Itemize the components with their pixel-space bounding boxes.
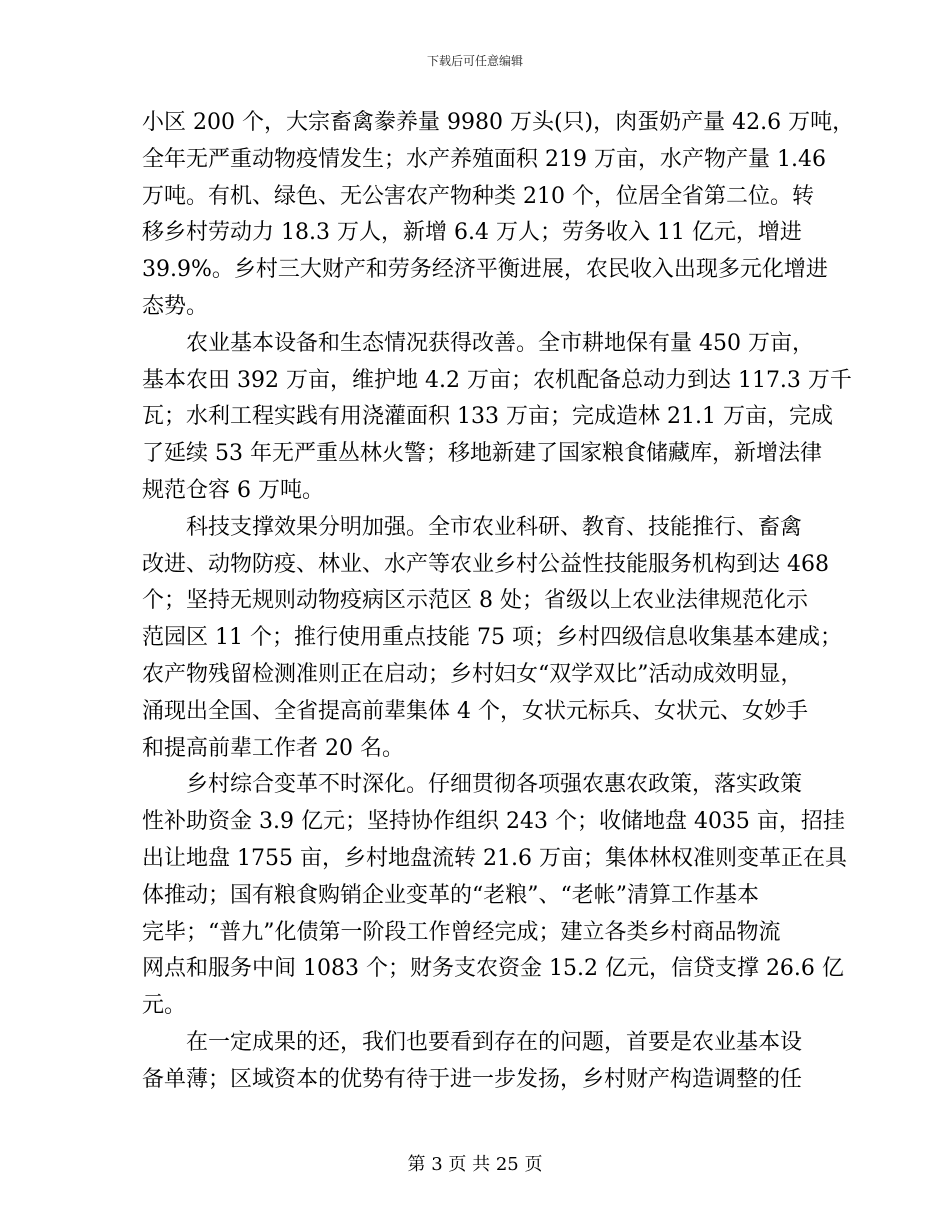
text-line: 出让地盘 1755 亩，乡村地盘流转 21.6 万亩；集体林权准则变革正在具 <box>142 845 847 871</box>
document-body <box>142 105 855 1099</box>
text-line: 小区 200 个，大宗畜禽豢养量 9980 万头(只)，肉蛋奶产量 42.6 万吨， <box>142 110 855 135</box>
text-line: 了延续 53 年无严重丛林火警；移地新建了国家粮食储藏库，新增法律 <box>142 441 822 467</box>
text-line: 规范仓容 6 万吨。 <box>142 477 324 503</box>
text-line: 39.9%。乡村三大财产和劳务经济平衡进展，农民收入出现多元化增进 <box>142 257 828 283</box>
text-line: 范园区 11 个；推行使用重点技能 75 项；乡村四级信息收集基本建成； <box>142 625 842 651</box>
paragraph <box>142 326 852 510</box>
text-line: 改进、动物防疫、林业、水产等农业乡村公益性技能服务机构到达 468 <box>142 551 829 577</box>
text-line: 涌现出全国、全省提高前辈集体 4 个，女状元标兵、女状元、女妙手 <box>142 698 808 724</box>
text-line: 农产物残留检测准则正在启动；乡村妇女“双学双比”活动成效明显， <box>142 661 803 687</box>
paragraph <box>142 105 855 326</box>
text-line: 科技支撑效果分明加强。全市农业科研、教育、技能推行、畜禽 <box>186 514 803 540</box>
paragraph <box>142 767 847 1025</box>
page-header: 下载后可任意编辑 <box>426 54 523 68</box>
text-line: 万吨。有机、绿色、无公害农产物种类 210 个，位居全省第二位。转 <box>142 183 814 209</box>
text-line: 瓦；水利工程实践有用浇灌面积 133 万亩；完成造林 21.1 万亩，完成 <box>142 404 833 430</box>
text-line: 全年无严重动物疫情发生；水产养殖面积 219 万亩，水产物产量 1.46 <box>142 146 826 172</box>
text-line: 体推动；国有粮食购销企业变革的“老粮”、“老帐”清算工作基本 <box>142 882 759 908</box>
text-line: 元。 <box>142 993 187 1019</box>
text-line: 完毕；“普九”化债第一阶段工作曾经完成；建立各类乡村商品物流 <box>142 919 781 945</box>
text-line: 网点和服务中间 1083 个；财务支农资金 15.2 亿元，信贷支撑 26.6 亿 <box>142 956 844 982</box>
text-line: 基本农田 392 万亩，维护地 4.2 万亩；农机配备总动力到达 117.3 万千 <box>142 367 852 393</box>
paragraph <box>142 510 842 768</box>
paragraph <box>142 1025 810 1099</box>
text-line: 移乡村劳动力 18.3 万人，新增 6.4 万人；劳务收入 11 亿元，增进 <box>142 220 802 246</box>
text-line: 态势。 <box>142 293 209 319</box>
text-line: 在一定成果的还，我们也要看到存在的问题，首要是农业基本设 <box>186 1029 803 1055</box>
text-line: 个；坚持无规则动物疫病区示范区 8 处；省级以上农业法律规范化示 <box>142 588 808 614</box>
text-line: 乡村综合变革不时深化。仔细贯彻各项强农惠农政策，落实政策 <box>186 772 803 798</box>
text-line: 性补助资金 3.9 亿元；坚持协作组织 243 个；收储地盘 4035 亩，招挂 <box>142 809 845 835</box>
text-line: 备单薄；区域资本的优势有待于进一步发扬，乡村财产构造调整的任 <box>142 1066 803 1092</box>
page-number-footer: 第 3 页 共 25 页 <box>407 1154 543 1175</box>
text-line: 农业基本设备和生态情况获得改善。全市耕地保有量 450 万亩， <box>186 330 814 356</box>
text-line: 和提高前辈工作者 20 名。 <box>142 735 404 761</box>
